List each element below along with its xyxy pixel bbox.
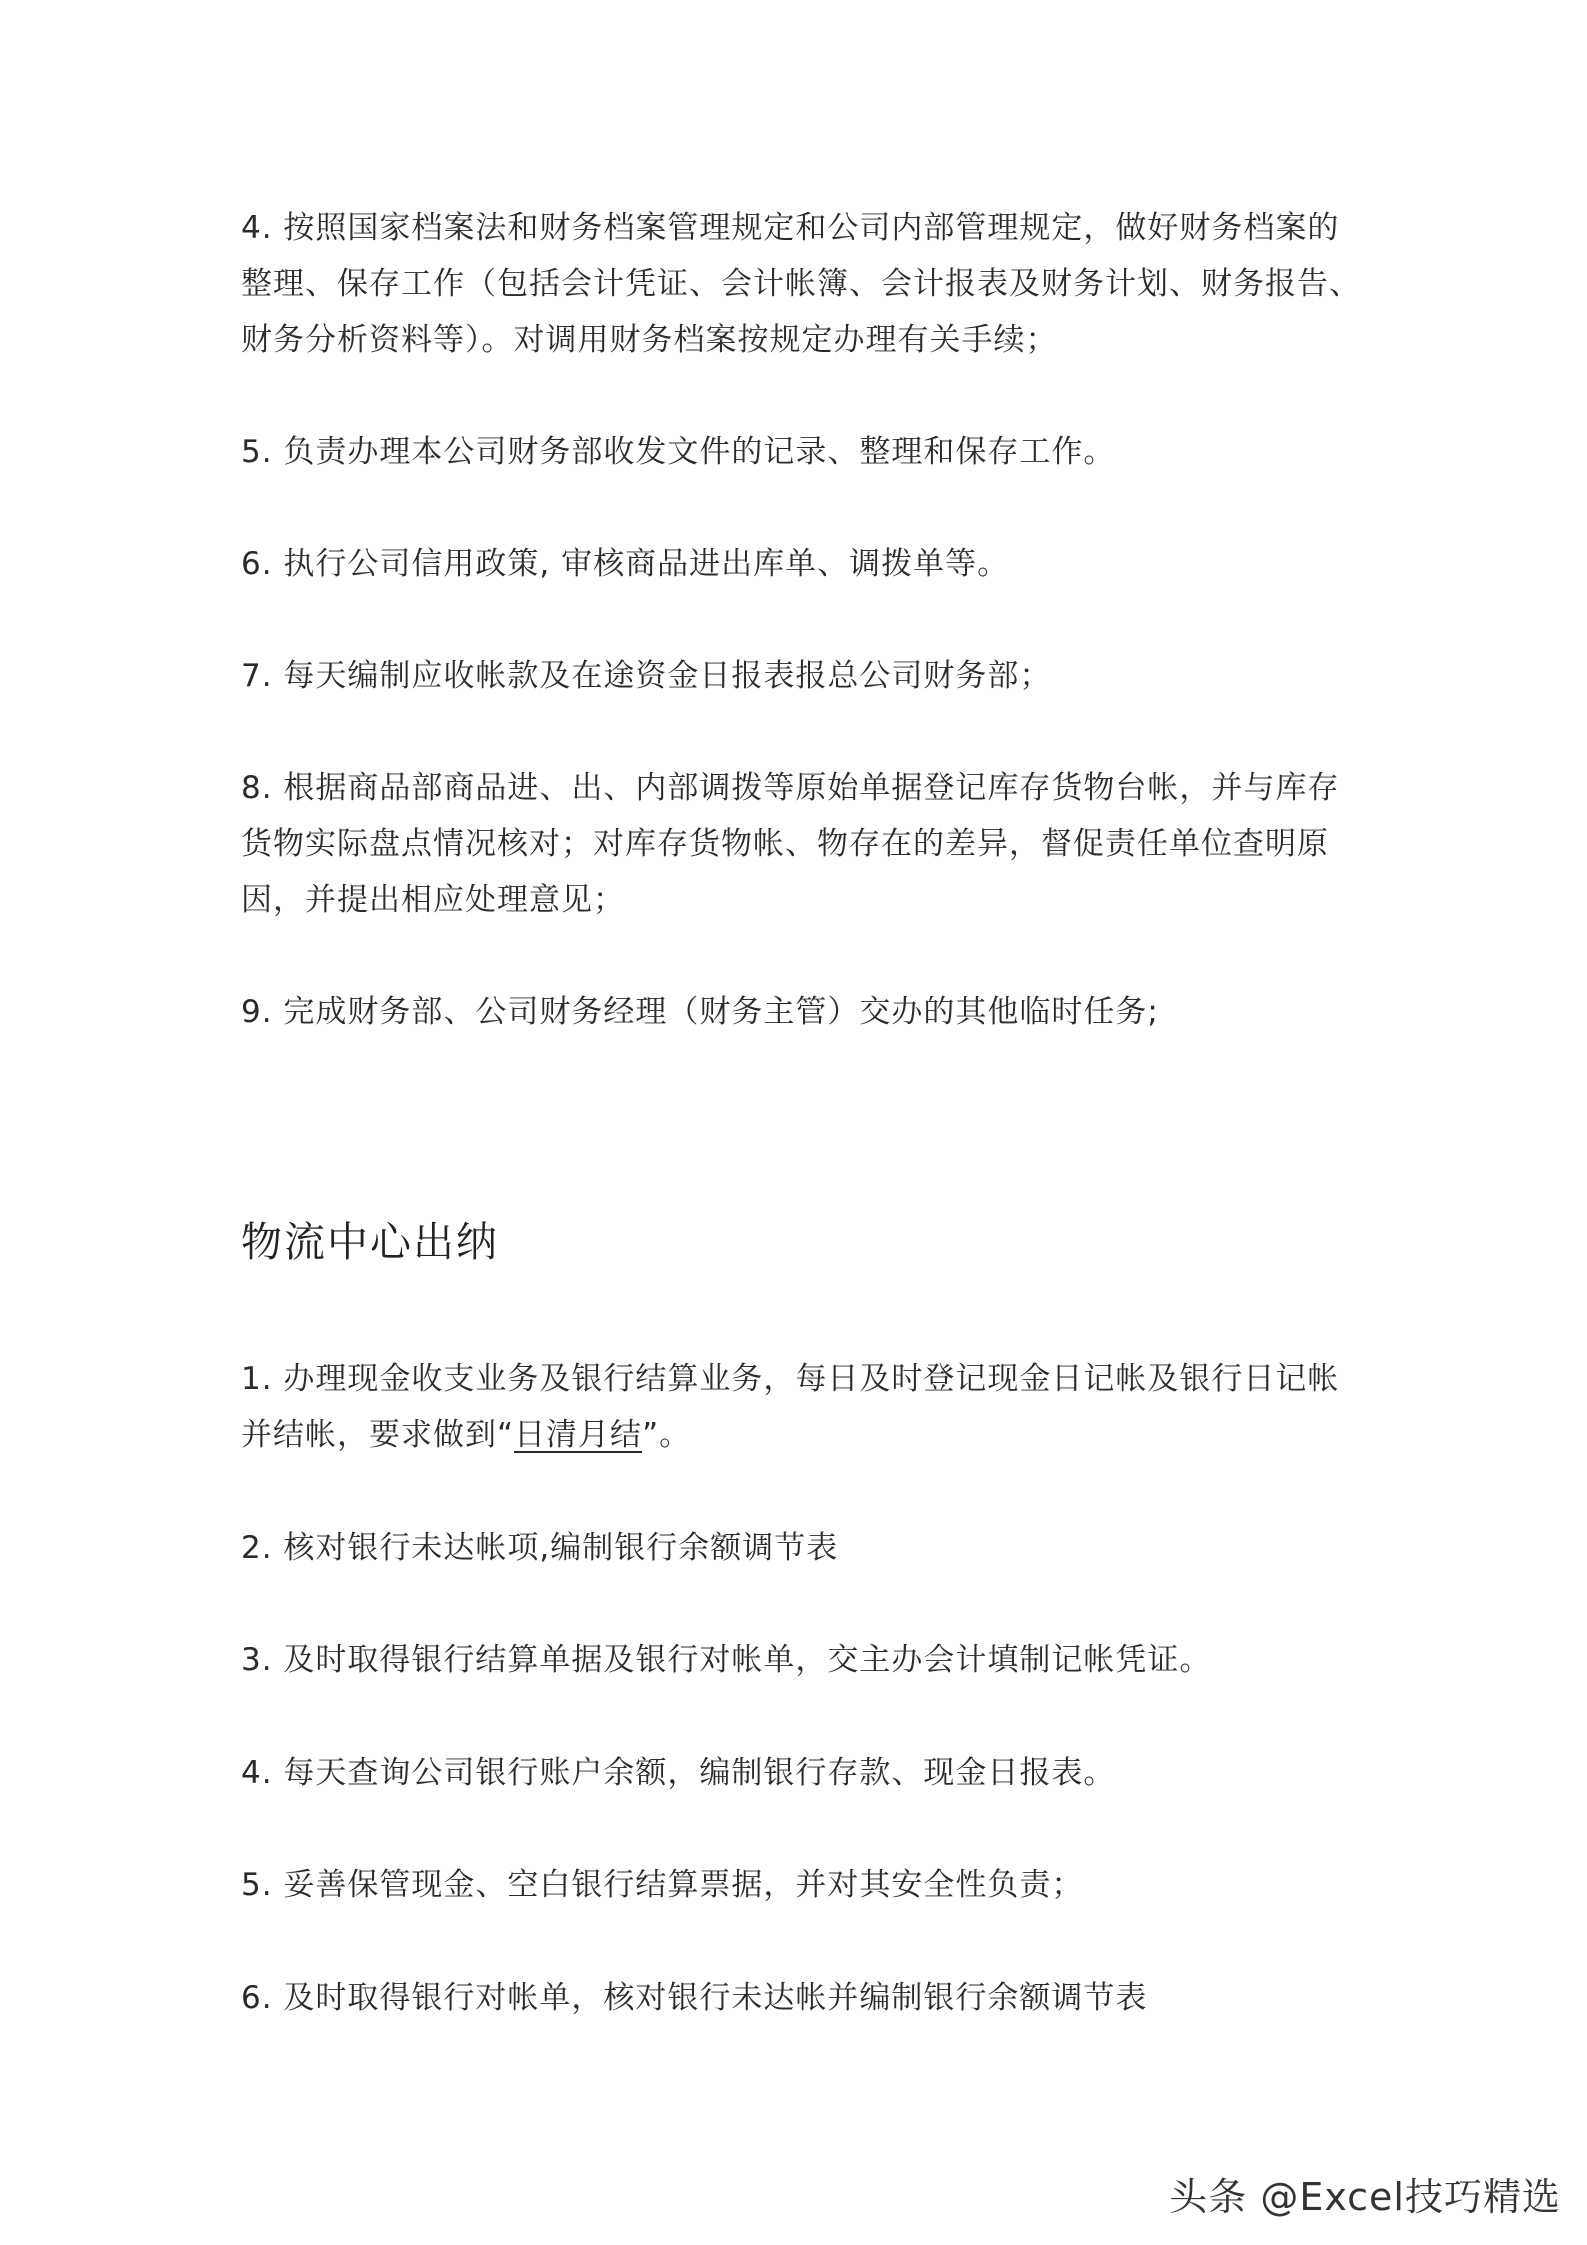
cashier-item-1-text: 1. 办理现金收支业务及银行结算业务，每日及时登记现金日记帐及银行日记帐并结帐，要求做到“ [241, 1361, 1340, 1453]
cashier-item-2: 2. 核对银行未达帐项,编制银行余额调节表 [241, 1530, 839, 1566]
cashier-item-1 [241, 1351, 1361, 1463]
rqyj-link[interactable]: 日清月结 [514, 1417, 643, 1453]
duty-item-9: 9. 完成财务部、公司财务经理（财务主管）交办的其他临时任务; [241, 994, 1159, 1030]
duty-item-7: 7. 每天编制应收帐款及在途资金日报表报总公司财务部； [241, 658, 1052, 694]
duty-item-8: 8. 根据商品部商品进、出、内部调拨等原始单据登记库存货物台帐，并与库存货物实际盘点情况核对；对库存货物帐、物存在的差异，督促责任单位查明原因，并提出相应处理意见； [241, 770, 1340, 918]
duty-item-5: 5. 负责办理本公司财务部收发文件的记录、整理和保存工作。 [241, 434, 1116, 470]
section-heading: 物流中心出纳 [241, 1218, 499, 1266]
cashier-item-4: 4. 每天查询公司银行账户余额，编制银行存款、现金日报表。 [241, 1755, 1116, 1791]
duty-item-4: 4. 按照国家档案法和财务档案管理规定和公司内部管理规定，做好财务档案的整理、保存工作（包括会计凭证、会计帐簿、会计报表及财务计划、财务报告、财务分析资料等）。对调用财务档案按规定办理有关手续； [241, 210, 1361, 358]
watermark: 头条 @Excel技巧精选 [1169, 2175, 1561, 2219]
duty-item-6: 6. 执行公司信用政策, 审核商品进出库单、调拨单等。 [241, 546, 1010, 582]
cashier-item-6: 6. 及时取得银行对帐单，核对银行未达帐并编制银行余额调节表 [241, 1980, 1148, 2016]
cashier-item-3: 3. 及时取得银行结算单据及银行对帐单，交主办会计填制记帐凭证。 [241, 1642, 1212, 1678]
cashier-item-1-tail: ”。 [642, 1417, 692, 1453]
cashier-item-5: 5. 妥善保管现金、空白银行结算票据，并对其安全性负责； [241, 1867, 1084, 1903]
